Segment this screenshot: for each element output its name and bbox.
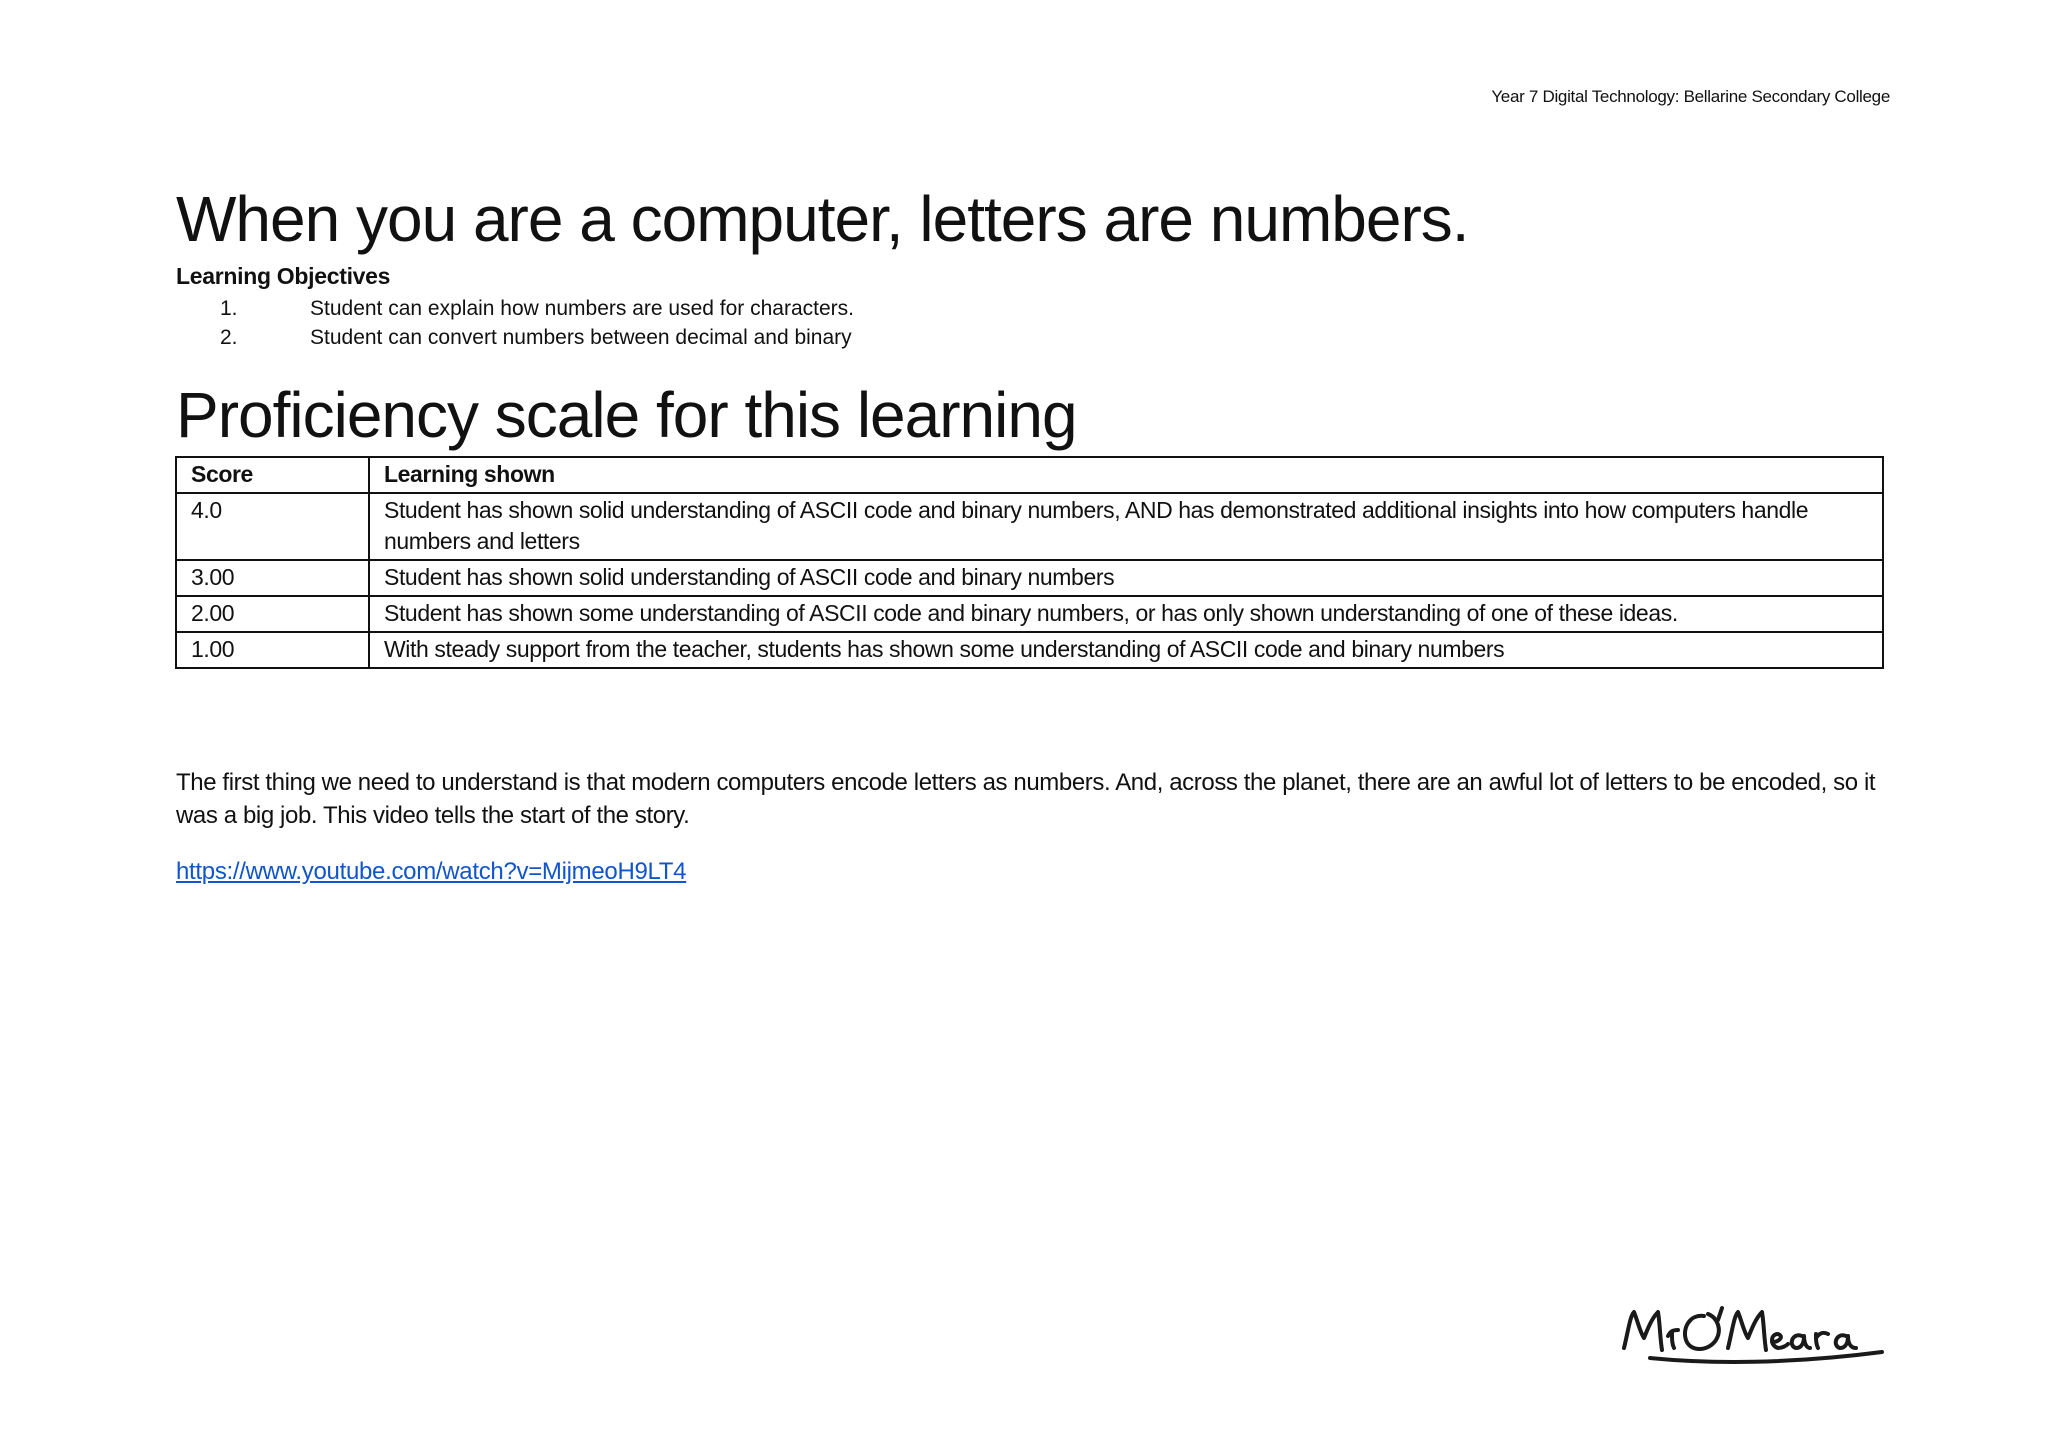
objective-item <box>176 294 854 323</box>
youtube-link[interactable]: https://www.youtube.com/watch?v=MijmeoH9LT4 <box>176 858 687 885</box>
score-cell: 3.00 <box>176 560 369 596</box>
score-cell: 4.0 <box>176 493 369 560</box>
proficiency-table <box>175 456 1884 669</box>
table-row <box>176 632 1883 668</box>
table-row <box>176 560 1883 596</box>
learning-column-header: Learning shown <box>369 457 1883 493</box>
objectives-heading: Learning Objectives <box>176 263 391 289</box>
objective-number: 1. <box>220 296 238 320</box>
learning-cell: Student has shown solid understanding of ASCII code and binary numbers, AND has demonstrated additional insights into how computers handle numbers and letters <box>369 493 1883 560</box>
objective-item <box>176 323 854 352</box>
learning-cell: Student has shown some understanding of ASCII code and binary numbers, or has only shown understanding of one of these ideas. <box>369 596 1883 632</box>
table-row <box>176 493 1883 560</box>
proficiency-scale-title: Proficiency scale for this learning <box>176 379 1077 451</box>
page-header: Year 7 Digital Technology: Bellarine Secondary College <box>1491 87 1890 106</box>
objective-number: 2. <box>220 325 238 349</box>
table-row <box>176 596 1883 632</box>
score-cell: 1.00 <box>176 632 369 668</box>
page-title: When you are a computer, letters are numbers. <box>176 183 1469 255</box>
objective-text: Student can convert numbers between decimal and binary <box>310 325 852 349</box>
table-header-row <box>176 457 1883 493</box>
learning-cell: With steady support from the teacher, students has shown some understanding of ASCII code and binary numbers <box>369 632 1883 668</box>
intro-paragraph: The first thing we need to understand is that modern computers encode letters as numbers. And, across the planet, there are an awful lot of letters to be encoded, so it was a big job. This video tells the start of the story. <box>176 769 1876 829</box>
score-column-header: Score <box>176 457 369 493</box>
score-cell: 2.00 <box>176 596 369 632</box>
signature-logo <box>1620 1298 1890 1370</box>
learning-cell: Student has shown solid understanding of ASCII code and binary numbers <box>369 560 1883 596</box>
objective-text: Student can explain how numbers are used for characters. <box>310 296 854 320</box>
objectives-list <box>176 294 854 352</box>
